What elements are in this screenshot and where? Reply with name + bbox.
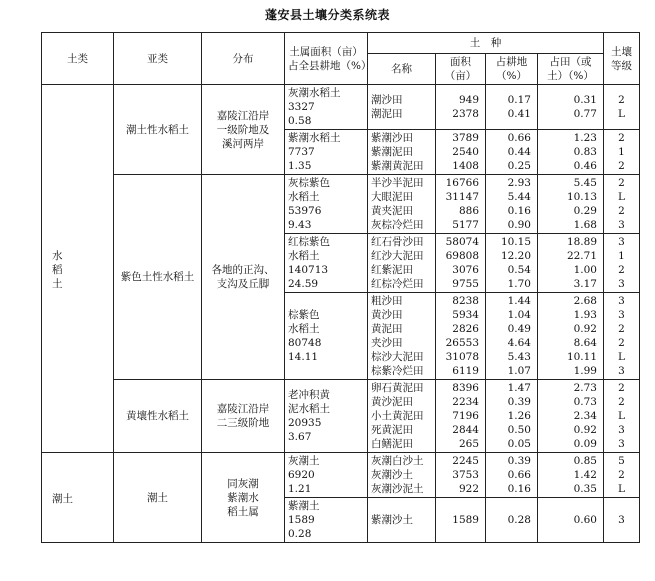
cell-line: 同灰潮 [227,477,259,490]
soil-name-value: 半沙半泥田 [371,177,424,189]
soil-pct-gengdi-value: 0.17 [507,94,531,106]
cell-line: 20935 [288,417,322,429]
soil-pct-tian [538,380,604,453]
header-dengji: 土壤 等级 [604,33,640,85]
cell-line: 灰潮水稻土 [288,87,341,99]
soil-pct-tian-value: 5.45 [573,177,597,189]
soil-pct-tian-value: 1.42 [573,469,597,481]
cell-line: 一级阶地及 [216,123,270,136]
cell-line: 水 [52,249,63,262]
soil-area-value: 31078 [445,351,479,363]
soil-pct-tian-value: 0.92 [573,323,597,335]
soil-grade [604,380,640,453]
soil-grade-value: 3 [618,514,625,526]
soil-pct-tian-value: 2.68 [573,295,597,307]
cell-line: 3327 [288,101,315,113]
cell-line: 二三级阶地 [216,417,270,429]
tushu-cell [285,175,368,234]
cell-line: 3.67 [288,431,312,443]
cell-line: 紫潮土 [288,500,320,512]
cell-line: 稻 [52,263,63,276]
soil-grade-value: 2 [618,160,625,172]
cell-line: 水稻土 [288,250,320,262]
cell-line: 支沟及丘脚 [216,278,270,290]
soil-pct-gengdi-value: 1.44 [507,295,531,307]
table-row [42,380,640,453]
soil-area-value: 949 [458,94,479,106]
soil-area-value: 3076 [452,264,479,276]
soil-pct-tian-value: 8.64 [573,337,597,349]
soil-classification-table [41,32,640,543]
soil-pct-gengdi-value: 2.93 [507,177,531,189]
header-mingcheng: 名称 [368,54,436,85]
soil-area-value: 2234 [452,396,479,408]
cell-line: 80748 [288,337,322,349]
soil-grade-value: 2 [618,94,625,106]
cell-line: 6920 [288,469,315,481]
soil-area-value: 922 [458,483,479,495]
header-zhan-tian: 占田（或 土）（%） [538,54,604,85]
soil-grade [604,293,640,380]
soil-pct-gengdi-value: 0.16 [507,483,531,495]
soil-pct-tian-value: 18.89 [566,236,597,248]
header-tulei: 土类 [42,33,114,85]
soil-name-value: 灰棕冷烂田 [371,219,424,231]
soil-grade-value: 1 [618,250,625,262]
soil-name-value: 紫潮沙田 [371,132,413,144]
soil-grade-value: L [618,483,625,495]
cell-line: 老冲积黄 [288,389,330,401]
soil-pct-gengdi-value: 0.05 [507,438,531,450]
soil-grade-value: 5 [618,455,625,467]
cell-line: 14.11 [288,351,319,363]
cell-line: 灰棕紫色 [288,177,330,189]
header-tushu: 土属面积（亩） 占全县耕地（%） [285,33,368,85]
soil-name-value: 棕沙大泥田 [371,351,424,363]
soil-name-value: 黄泥田 [371,323,403,335]
cell-line: 棕紫色 [288,309,320,321]
soil-pct-gengdi-value: 0.25 [507,160,531,172]
cell-line: 1.21 [288,483,312,495]
cell-line: 53976 [288,205,322,217]
soil-area [436,85,486,130]
soil-pct-tian-value: 1.99 [573,365,597,377]
soil-pct-gengdi-value: 0.16 [507,205,531,217]
soil-grade [604,234,640,293]
tushu-cell [285,453,368,498]
soil-name-value: 潮泥田 [371,108,403,120]
soil-area [436,453,486,498]
soil-name [368,293,436,380]
soil-area-value: 3789 [452,132,479,144]
tushu-cell [285,130,368,175]
soil-area [436,175,486,234]
soil-pct-tian-value: 2.73 [573,382,597,394]
soil-area-value: 1408 [452,160,479,172]
cell-line: 泥水稻土 [288,403,330,415]
header-fenbu: 分布 [202,33,285,85]
soil-area-value: 265 [458,438,479,450]
soil-grade-value: 3 [618,236,625,248]
soil-name-value: 小土黄泥田 [371,410,424,422]
soil-grade-value: 3 [618,219,625,231]
soil-name-value: 棕紫冷烂田 [371,365,424,377]
soil-pct-gengdi-value: 0.54 [507,264,531,276]
soil-pct-tian-value: 0.46 [573,160,597,172]
soil-area-value: 2826 [452,323,479,335]
soil-pct-tian [538,85,604,130]
soil-grade-value: 3 [618,278,625,290]
cell-line: 0.28 [288,528,312,540]
soil-pct-tian-value: 0.85 [573,455,597,467]
soil-area-value: 886 [458,205,479,217]
soil-area-value: 58074 [445,236,479,248]
soil-area-value: 8238 [452,295,479,307]
soil-name-value: 潮沙田 [371,94,403,106]
soil-name-value: 大眼泥田 [371,191,413,203]
soil-pct-tian-value: 0.29 [573,205,597,217]
tushu-cell [285,380,368,453]
cell-line: 潮土 [52,492,73,505]
fenbu-cell [202,175,285,380]
header-zhan-gengdi: 占耕地 （%） [486,54,538,85]
tulei-cell [42,453,114,543]
soil-pct-gengdi-value: 0.41 [507,108,531,120]
soil-grade-value: 1 [618,146,625,158]
soil-pct-tian-value: 3.17 [573,278,597,290]
cell-line: 嘉陵江沿岸 [216,109,270,122]
soil-grade-value: 2 [618,177,625,189]
soil-pct-gengdi-value: 10.15 [500,236,531,248]
soil-area-value: 2245 [452,455,479,467]
header-mianji: 面积（亩） [436,54,486,85]
soil-pct-tian-value: 10.13 [566,191,597,203]
soil-area-value: 1589 [452,514,479,526]
soil-pct-gengdi-value: 1.07 [507,365,531,377]
soil-pct-tian-value: 0.31 [573,94,597,106]
table-row [42,175,640,234]
soil-area-value: 8396 [452,382,479,394]
soil-name-value: 粗沙田 [371,295,403,307]
cell-line: 0.58 [288,115,312,127]
soil-name-value: 死黄泥田 [371,424,413,436]
cell-line: 水稻土 [288,191,320,203]
tushu-cell [285,293,368,380]
soil-pct-tian-value: 0.83 [573,146,597,158]
cell-line: 24.59 [288,278,319,290]
table-title: 蓬安县土壤分类系统表 [264,8,390,22]
soil-pct-gengdi-value: 5.44 [507,191,531,203]
tushu-cell [285,498,368,543]
soil-grade [604,175,640,234]
soil-grade [604,130,640,175]
cell-line: 水稻土 [288,323,320,335]
soil-pct-gengdi-value: 1.26 [507,410,531,422]
cell-line: 稻土属 [227,505,259,518]
soil-area-value: 5177 [452,219,479,231]
soil-pct-gengdi-value: 0.50 [507,424,531,436]
table-row [42,85,640,130]
soil-name-value: 黄沙田 [371,309,403,321]
soil-grade-value: 2 [618,264,625,276]
soil-grade-value: 3 [618,309,625,321]
soil-grade [604,85,640,130]
soil-area-value: 69808 [445,250,479,262]
soil-pct-gengdi [486,293,538,380]
soil-name-value: 白鳝泥田 [371,438,413,450]
soil-pct-tian [538,498,604,543]
soil-pct-tian-value: 2.34 [573,410,597,422]
soil-area-value: 2844 [452,424,479,436]
soil-pct-gengdi [486,498,538,543]
soil-grade-value: 2 [618,382,625,394]
soil-name-value: 红紫泥田 [371,264,413,276]
soil-area-value: 7196 [452,410,479,422]
soil-name [368,453,436,498]
fenbu-cell [202,85,285,175]
tushu-cell [285,85,368,130]
soil-area-value: 26553 [445,337,479,349]
soil-pct-gengdi-value: 0.49 [507,323,531,335]
soil-name [368,498,436,543]
soil-grade-value: 2 [618,323,625,335]
soil-grade-value: 2 [618,205,625,217]
cell-line: 7737 [288,146,315,158]
cell-line: 灰潮土 [288,455,320,467]
soil-grade-value: 2 [618,337,625,349]
soil-pct-tian [538,130,604,175]
soil-name-value: 红沙大泥田 [371,250,424,262]
soil-name [368,85,436,130]
soil-area-value: 3753 [452,469,479,481]
soil-pct-tian-value: 22.71 [566,250,597,262]
soil-grade-value: 3 [618,295,625,307]
soil-area [436,380,486,453]
soil-pct-tian-value: 1.23 [573,132,597,144]
soil-pct-tian [538,234,604,293]
yalei-cell: 黄壤性水稻土 [114,380,202,453]
soil-name [368,380,436,453]
soil-grade-value: 3 [618,424,625,436]
cell-line: 土 [52,277,63,290]
soil-pct-tian-value: 0.77 [573,108,597,120]
soil-name-value: 紫潮泥田 [371,146,413,158]
soil-name-value: 灰潮白沙土 [371,455,424,467]
fenbu-cell [202,380,285,453]
soil-grade-value: L [618,410,625,422]
soil-pct-gengdi-value: 1.04 [507,309,531,321]
yalei-cell: 潮土 [114,453,202,543]
soil-area [436,234,486,293]
soil-pct-tian-value: 0.35 [573,483,597,495]
soil-pct-tian [538,175,604,234]
soil-pct-tian-value: 0.73 [573,396,597,408]
soil-name-value: 黄夹泥田 [371,205,413,217]
soil-name [368,234,436,293]
soil-grade-value: 3 [618,365,625,377]
soil-name-value: 红棕冷烂田 [371,278,424,290]
cell-line: 嘉陵江沿岸 [216,403,270,415]
soil-pct-tian [538,293,604,380]
tushu-cell [285,234,368,293]
soil-grade-value: L [618,191,625,203]
cell-line: 红棕紫色 [288,236,330,248]
soil-area-value: 2378 [452,108,479,120]
soil-pct-tian-value: 0.60 [573,514,597,526]
soil-area [436,498,486,543]
cell-line: 1.35 [288,160,312,172]
cell-line: 1589 [288,514,315,526]
soil-area-value: 6119 [452,365,479,377]
soil-pct-gengdi-value: 0.44 [507,146,531,158]
soil-name-value: 灰潮沙泥土 [371,483,424,495]
soil-name-value: 灰潮沙土 [371,469,413,481]
soil-name-value: 夹沙田 [371,337,403,349]
soil-grade-value: 2 [618,132,625,144]
soil-grade-value: 3 [618,438,625,450]
soil-grade [604,453,640,498]
tulei-cell [42,85,114,453]
soil-name-value: 紫潮黄泥田 [371,160,424,172]
soil-pct-gengdi [486,175,538,234]
soil-pct-gengdi [486,85,538,130]
soil-pct-gengdi-value: 1.70 [507,278,531,290]
soil-pct-gengdi-value: 1.47 [507,382,531,394]
cell-line: 9.43 [288,219,312,231]
yalei-cell: 紫色土性水稻土 [114,175,202,380]
soil-name-value: 黄沙泥田 [371,396,413,408]
soil-pct-tian-value: 10.11 [566,351,597,363]
soil-name-value: 卵石黄泥田 [371,382,424,394]
soil-pct-gengdi [486,380,538,453]
soil-grade-value: 2 [618,469,625,481]
soil-name [368,175,436,234]
soil-pct-tian-value: 1.00 [573,264,597,276]
soil-grade [604,498,640,543]
soil-pct-gengdi-value: 0.28 [507,514,531,526]
soil-area [436,293,486,380]
header-yalei: 亚类 [114,33,202,85]
soil-pct-tian-value: 0.09 [573,438,597,450]
fenbu-cell [202,453,285,543]
soil-pct-gengdi-value: 0.90 [507,219,531,231]
soil-name-value: 紫潮沙土 [371,514,413,526]
soil-grade-value: L [618,351,625,363]
yalei-cell: 潮土性水稻土 [114,85,202,175]
soil-pct-gengdi-value: 5.43 [507,351,531,363]
soil-name [368,130,436,175]
soil-pct-gengdi-value: 0.66 [507,132,531,144]
soil-pct-gengdi-value: 12.20 [500,250,531,262]
table-body [42,85,640,543]
soil-name-value: 红石骨沙田 [371,236,424,248]
soil-grade-value: L [618,108,625,120]
soil-pct-gengdi-value: 0.66 [507,469,531,481]
soil-area [436,130,486,175]
soil-pct-tian-value: 1.93 [573,309,597,321]
soil-area-value: 2540 [452,146,479,158]
header-tuzhong: 土 种 [368,33,604,54]
cell-line: 140713 [288,264,329,276]
soil-area-value: 9755 [452,278,479,290]
soil-area-value: 16766 [445,177,479,189]
soil-area-value: 31147 [445,191,479,203]
soil-pct-gengdi-value: 4.64 [507,337,531,349]
soil-pct-gengdi [486,234,538,293]
soil-pct-tian [538,453,604,498]
soil-pct-gengdi [486,453,538,498]
cell-line: 紫潮水 [227,491,259,504]
cell-line: 溪河两岸 [222,137,264,150]
soil-pct-gengdi-value: 0.39 [507,455,531,467]
table-row [42,453,640,498]
cell-line: 紫潮水稻土 [288,132,341,144]
soil-area-value: 5934 [452,309,479,321]
soil-pct-gengdi [486,130,538,175]
soil-pct-gengdi-value: 0.39 [507,396,531,408]
soil-pct-tian-value: 0.92 [573,424,597,436]
soil-grade-value: 2 [618,396,625,408]
soil-pct-tian-value: 1.68 [573,219,597,231]
cell-line: 各地的正沟、 [211,264,275,276]
